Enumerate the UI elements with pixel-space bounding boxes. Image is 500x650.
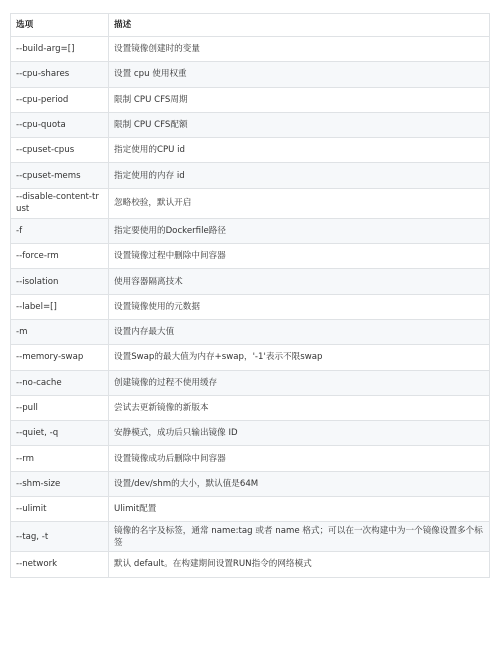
option-cell: --label=[] — [11, 294, 109, 319]
docker-build-options-table — [10, 13, 490, 578]
table-row — [11, 552, 490, 577]
option-cell: --tag, -t — [11, 522, 109, 552]
option-cell: --rm — [11, 446, 109, 471]
table-row — [11, 138, 490, 163]
table-row — [11, 218, 490, 243]
description-cell: 设置镜像使用的元数据 — [109, 294, 490, 319]
description-cell: 指定使用的CPU id — [109, 138, 490, 163]
description-cell: 设置镜像创建时的变量 — [109, 37, 490, 62]
table-header-row — [11, 14, 490, 37]
table-row — [11, 522, 490, 552]
table-row — [11, 319, 490, 344]
description-cell: 使用容器隔离技术 — [109, 269, 490, 294]
description-cell: 指定要使用的Dockerfile路径 — [109, 218, 490, 243]
description-cell: 设置Swap的最大值为内存+swap，'-1'表示不限swap — [109, 345, 490, 370]
table-row — [11, 244, 490, 269]
description-cell: 设置镜像过程中删除中间容器 — [109, 244, 490, 269]
option-cell: -m — [11, 319, 109, 344]
table-row — [11, 497, 490, 522]
option-cell: --cpu-quota — [11, 112, 109, 137]
description-cell: 创建镜像的过程不使用缓存 — [109, 370, 490, 395]
option-cell: --cpu-period — [11, 87, 109, 112]
option-cell: --shm-size — [11, 471, 109, 496]
description-cell: 尝试去更新镜像的新版本 — [109, 395, 490, 420]
table-row — [11, 188, 490, 218]
option-cell: --build-arg=[] — [11, 37, 109, 62]
option-cell: --force-rm — [11, 244, 109, 269]
description-cell: Ulimit配置 — [109, 497, 490, 522]
option-cell: --network — [11, 552, 109, 577]
description-cell: 忽略校验，默认开启 — [109, 188, 490, 218]
option-cell: --disable-content-trust — [11, 188, 109, 218]
option-cell: --pull — [11, 395, 109, 420]
table-row — [11, 163, 490, 188]
table-row — [11, 37, 490, 62]
table-row — [11, 62, 490, 87]
table-row — [11, 446, 490, 471]
option-cell: --isolation — [11, 269, 109, 294]
header-option: 选项 — [11, 14, 109, 37]
option-cell: --cpuset-cpus — [11, 138, 109, 163]
table-row — [11, 269, 490, 294]
description-cell: 设置内存最大值 — [109, 319, 490, 344]
option-cell: -f — [11, 218, 109, 243]
table-row — [11, 370, 490, 395]
option-cell: --no-cache — [11, 370, 109, 395]
table-row — [11, 294, 490, 319]
table-row — [11, 395, 490, 420]
description-cell: 默认 default。在构建期间设置RUN指令的网络模式 — [109, 552, 490, 577]
option-cell: --cpu-shares — [11, 62, 109, 87]
option-cell: --ulimit — [11, 497, 109, 522]
description-cell: 镜像的名字及标签，通常 name:tag 或者 name 格式；可以在一次构建中为一个镜像设置多个标签 — [109, 522, 490, 552]
table-row — [11, 345, 490, 370]
description-cell: 安静模式，成功后只输出镜像 ID — [109, 421, 490, 446]
option-cell: --memory-swap — [11, 345, 109, 370]
description-cell: 设置/dev/shm的大小，默认值是64M — [109, 471, 490, 496]
table-row — [11, 421, 490, 446]
table-row — [11, 87, 490, 112]
description-cell: 设置 cpu 使用权重 — [109, 62, 490, 87]
description-cell: 指定使用的内存 id — [109, 163, 490, 188]
description-cell: 限制 CPU CFS配额 — [109, 112, 490, 137]
table-row — [11, 112, 490, 137]
option-cell: --quiet, -q — [11, 421, 109, 446]
header-description: 描述 — [109, 14, 490, 37]
table-row — [11, 471, 490, 496]
description-cell: 限制 CPU CFS周期 — [109, 87, 490, 112]
option-cell: --cpuset-mems — [11, 163, 109, 188]
description-cell: 设置镜像成功后删除中间容器 — [109, 446, 490, 471]
